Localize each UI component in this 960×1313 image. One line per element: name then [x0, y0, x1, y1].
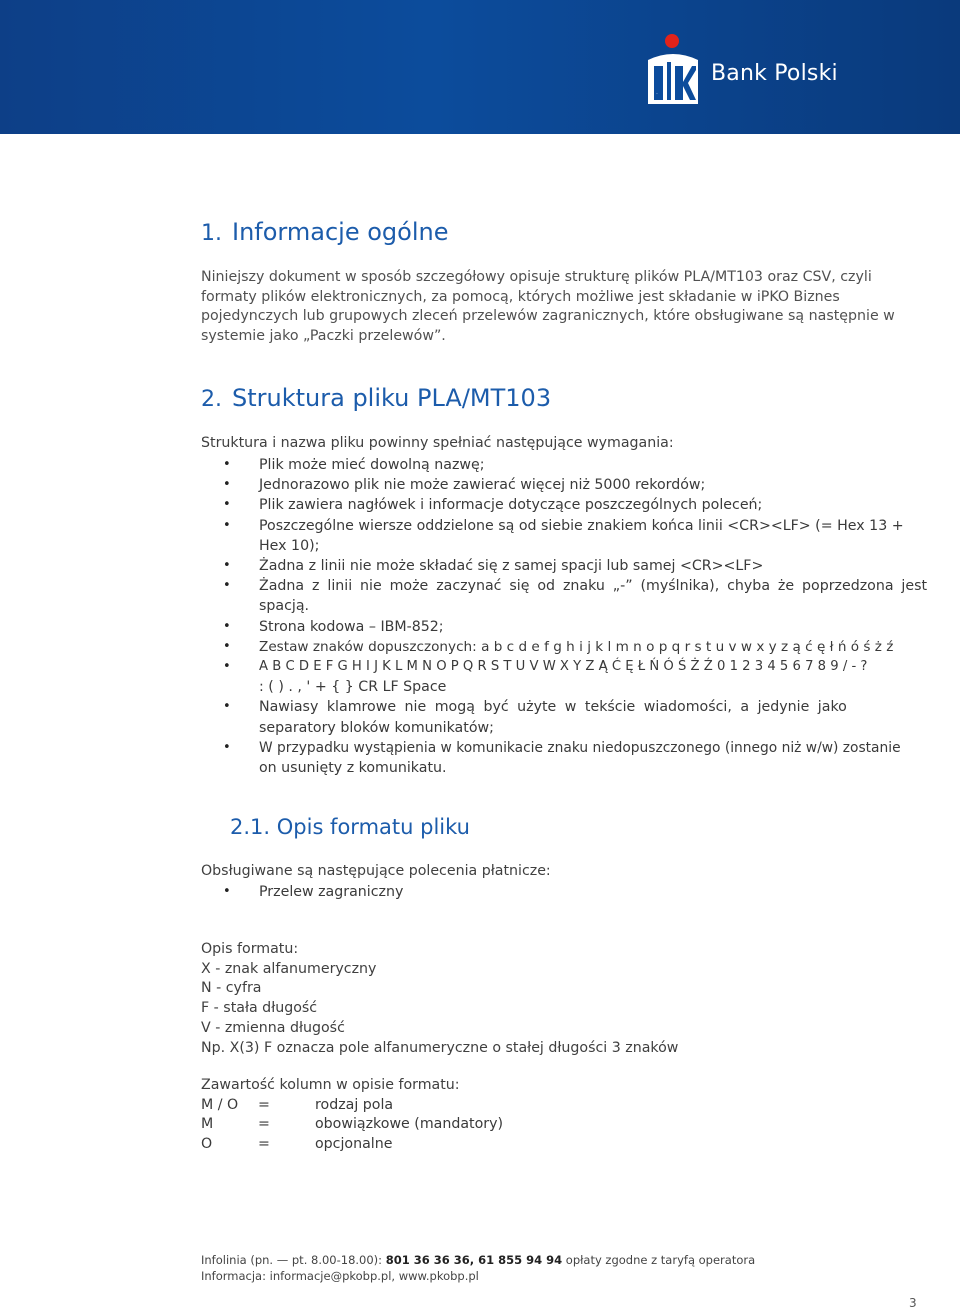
- list-item-text: • Przelew zagraniczny: [259, 884, 404, 900]
- format-line: Opis formatu:: [201, 941, 299, 957]
- footer-hotline: [201, 1253, 755, 1267]
- list-item: [201, 455, 913, 475]
- list-item-text: Hex 10);: [259, 537, 320, 554]
- section-2-number: 2.: [201, 387, 222, 412]
- hotline-numbers: 801 36 36 36, 61 855 94 94: [385, 1253, 563, 1267]
- format-line: Np. X(3) F oznacza pole alfanumeryczne o stałej długości 3 znaków: [201, 1039, 679, 1056]
- section-2-1-intro: Obsługiwane są następujące polecenia płatnicze:: [201, 863, 551, 879]
- columns-title: Zawartość kolumn w opisie formatu:: [201, 1077, 460, 1093]
- list-item-text: • Zestaw znaków dopuszczonych: a b c d e f g h i j k l m n o p q r s t u v w x y z ą ć ę ł ń ó ś ż ź: [259, 638, 894, 655]
- list-item: [201, 617, 913, 637]
- list-item: [201, 637, 913, 657]
- brand-name: Bank Polski: [711, 61, 838, 86]
- format-line: F - stała długość: [201, 1000, 318, 1017]
- hotline-prefix: Infolinia (pn. — pt. 8.00-18.00):: [201, 1253, 386, 1267]
- column-eq: =: [258, 1097, 270, 1113]
- list-item-text: spacją.: [259, 598, 310, 615]
- column-eq: =: [258, 1136, 270, 1152]
- page-number: 3: [909, 1296, 917, 1310]
- list-item: [201, 556, 913, 576]
- column-desc: obowiązkowe (mandatory): [315, 1116, 504, 1132]
- paragraph-line: formaty plików elektronicznych, za pomocą, których możliwe jest składanie w iPKO Biznes: [201, 288, 840, 305]
- section-2-title: Struktura pliku PLA/MT103: [232, 384, 552, 412]
- payment-orders-list: [201, 882, 913, 902]
- list-item-text: separatory bloków komunikatów;: [259, 719, 494, 736]
- logo-lettering: PKO: [656, 94, 658, 95]
- paragraph-line: pojedynczych lub grupowych zleceń przelewów zagranicznych, które obsługiwane są następnie w: [201, 308, 895, 325]
- section-1-heading: [201, 218, 448, 246]
- column-key: M: [201, 1116, 214, 1132]
- list-item: [201, 475, 913, 495]
- paragraph-line: systemie jako „Paczki przelewów”.: [201, 328, 446, 345]
- list-item-text: • Żadna z linii nie może zaczynać się od znaku „-” (myślnika), chyba że poprzedzona jest: [259, 578, 928, 595]
- format-description: [201, 940, 913, 1058]
- list-item: [201, 697, 913, 737]
- list-item: [201, 738, 913, 778]
- section-1-paragraph: [201, 268, 913, 347]
- footer-contact: Informacja: informacje@pkobp.pl, www.pkobp.pl: [201, 1269, 479, 1283]
- list-item: [201, 495, 913, 515]
- list-item-text: on usunięty z komunikatu.: [259, 760, 447, 777]
- list-item-text: • Nawiasy klamrowe nie mogą być użyte w tekście wiadomości, a jedynie jako: [259, 699, 847, 716]
- header-band: [0, 0, 960, 134]
- list-item-text: • Poszczególne wiersze oddzielone są od siebie znakiem końca linii <CR><LF> (= Hex 13 +: [259, 517, 904, 534]
- list-item: [201, 882, 913, 902]
- requirements-list: [201, 455, 928, 778]
- list-item-text: • Żadna z linii nie może składać się z samej spacji lub samej <CR><LF>: [259, 558, 764, 575]
- list-item-text: • Strona kodowa – IBM-852;: [259, 618, 444, 635]
- list-item: [201, 576, 928, 616]
- format-line: X - znak alfanumeryczny: [201, 960, 377, 977]
- list-item-text: • Plik może mieć dowolną nazwę;: [259, 457, 485, 473]
- hotline-suffix: opłaty zgodne z taryfą operatora: [562, 1253, 756, 1267]
- list-item-text: • W przypadku wystąpienia w komunikacie znaku niedopuszczonego (innego niż w/w) zostanie: [259, 739, 901, 756]
- pko-logo: [646, 32, 846, 108]
- column-key: O: [201, 1136, 213, 1152]
- section-2-intro: Struktura i nazwa pliku powinny spełniać następujące wymagania:: [201, 435, 674, 451]
- section-1-title: Informacje ogólne: [232, 218, 449, 246]
- column-desc: opcjonalne: [315, 1136, 393, 1152]
- section-2-1-heading: 2.1. Opis formatu pliku: [230, 815, 470, 839]
- list-item: [201, 516, 913, 556]
- format-line: N - cyfra: [201, 980, 262, 997]
- list-item: [201, 657, 913, 697]
- pko-logo-mark: [646, 32, 700, 106]
- list-item-text: • A B C D E F G H I J K L M N O P Q R S T U V W X Y Z Ą Ć Ę Ł Ń Ó Ś Ż Ź 0 1 2 3 4 5 6 7 8 9 / - ?: [259, 659, 868, 675]
- column-desc: rodzaj pola: [315, 1097, 394, 1113]
- list-item-text: • Plik zawiera nagłówek i informacje dotyczące poszczególnych poleceń;: [259, 497, 763, 514]
- list-item-text: • Jednorazowo plik nie może zawierać więcej niż 5000 rekordów;: [259, 477, 706, 494]
- format-line: V - zmienna długość: [201, 1019, 345, 1036]
- paragraph-line: Niniejszy dokument w sposób szczegółowy opisuje strukturę plików PLA/MT103 oraz CSV, czyli: [201, 269, 872, 285]
- list-item-text: : ( ) . , ' + { } CR LF Space: [259, 679, 447, 696]
- column-eq: =: [258, 1116, 270, 1132]
- section-1-number: 1.: [201, 221, 222, 246]
- section-2-heading: [201, 384, 551, 412]
- column-key: M / O: [201, 1097, 239, 1113]
